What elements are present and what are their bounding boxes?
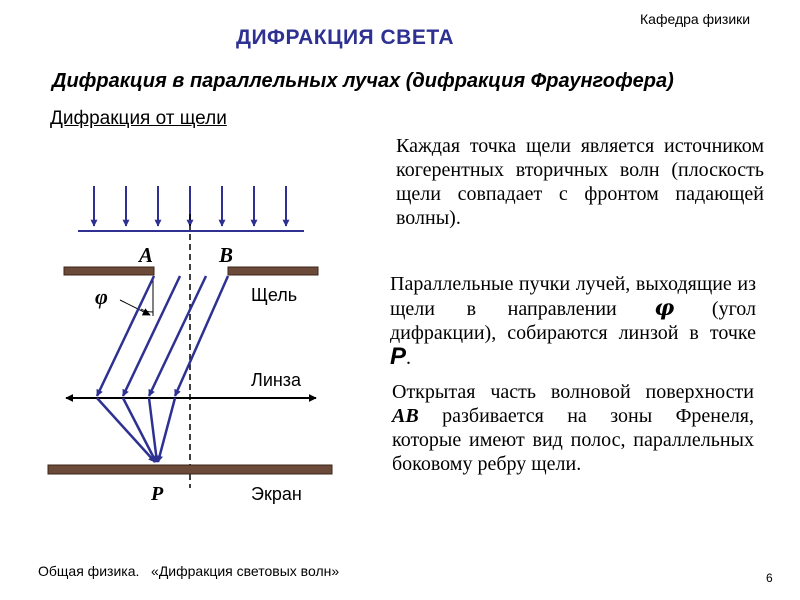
footer-course: Общая физика. «Дифракция световых волн» [38, 563, 340, 579]
converging-ray [97, 398, 155, 462]
para3-text-b: разбивается на зоны Френеля, которые имеют вид полос, параллельных боковому ребру щели. [392, 405, 755, 475]
label-phi: φ [95, 284, 108, 309]
diffracted-ray [123, 276, 180, 396]
para2-text-a: Параллельные пучки лучей, выходящие из щели в направлении [390, 273, 756, 320]
department-label: Кафедра физики [640, 11, 751, 27]
para2-end: . [406, 347, 412, 369]
phi-pointer [120, 300, 150, 315]
page-number: 6 [766, 571, 773, 585]
diffracted-ray [175, 276, 228, 396]
label-lens: Линза [251, 370, 302, 390]
slide-title: ДИФРАКЦИЯ СВЕТА [236, 26, 454, 49]
section-heading: Дифракция от щели [50, 108, 227, 129]
ab-symbol: AB [392, 405, 419, 427]
label-screen: Экран [251, 484, 302, 504]
label-p: P [151, 483, 164, 505]
paragraph-parallel-beams [390, 272, 756, 370]
label-b: B [219, 243, 234, 267]
label-a: A [139, 243, 154, 267]
phi-symbol: φ [654, 295, 675, 321]
para2-text-b: (угол дифракции), собираются линзой в точке [390, 298, 757, 344]
paragraph-fresnel-zones [392, 380, 754, 476]
slide-subtitle: Дифракция в параллельных лучах (дифракция Фраунгофера) [52, 70, 674, 92]
diffracted-ray [149, 276, 206, 396]
slit-plate-right [228, 267, 318, 275]
screen-plate [48, 465, 332, 474]
para3-text-a: Открытая часть волновой поверхности [392, 381, 754, 403]
slit-plate-left [64, 267, 154, 275]
label-slit: Щель [251, 285, 298, 305]
paragraph-secondary-waves: Каждая точка щели является источником когерентных вторичных волн (плоскость щели совпадает с фронтом падающей волны). [396, 135, 764, 229]
converging-ray [158, 398, 175, 462]
point-p-symbol: P [390, 343, 407, 370]
diffracted-rays [97, 276, 228, 396]
converging-rays [97, 398, 175, 462]
